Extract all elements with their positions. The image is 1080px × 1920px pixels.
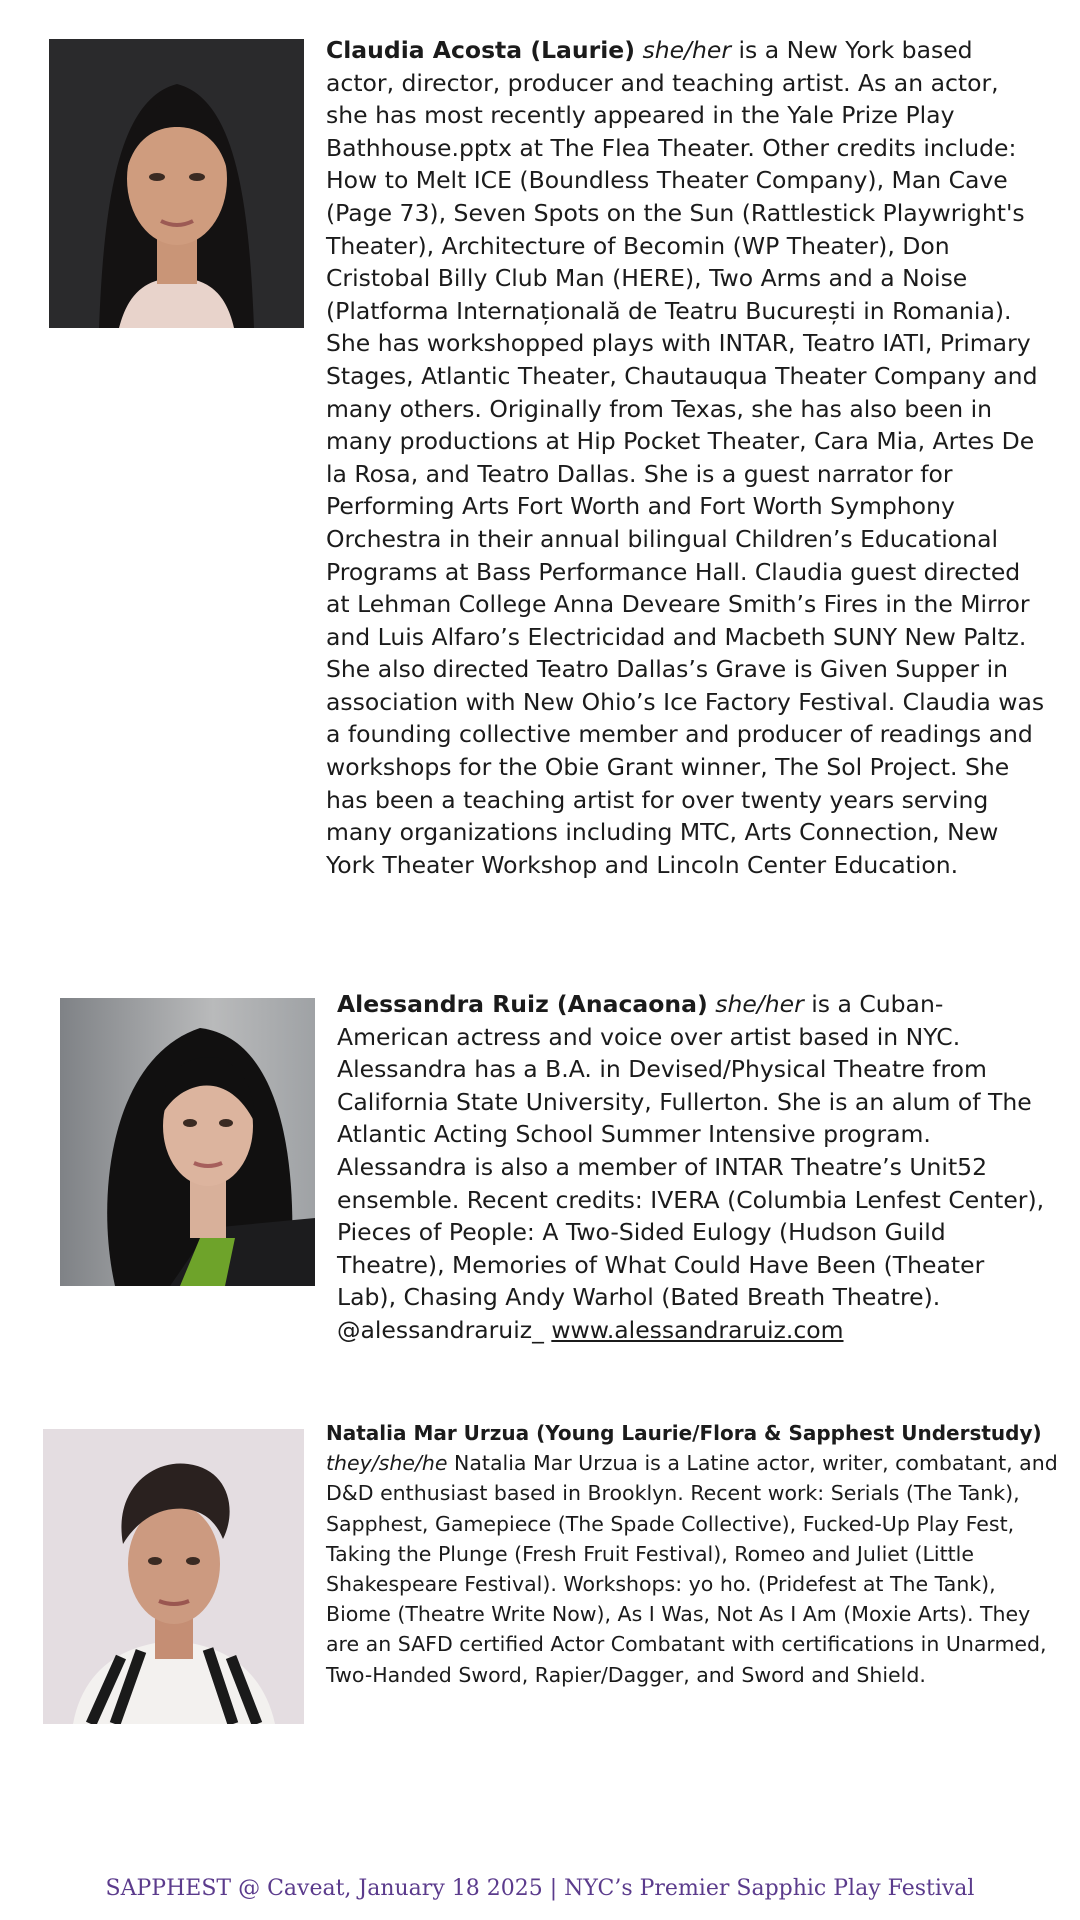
bio-text: is a Cuban-American actress and voice over artist based in NYC. Alessandra has a B.A. in Devised/Physical Theatre from California State University, Fullerton. She is an alum of The Atlantic Acting School Summer Intensive program. Alessandra is also a member of INTAR Theatre’s Unit52 ensemble. Recent credits: IVERA (Columbia Lenfest Center), Pieces of People: A Two-Sided Eulogy (Hudson Guild Theatre), Memories of What Could Have Been (Theater Lab), Chasing Andy Warhol (Bated Breath Theatre). @alessandraruiz_ (337, 990, 1045, 1344)
bio-pronouns: she/her (642, 36, 731, 64)
bio-text: is a New York based actor, director, producer and teaching artist. As an actor, she has most recently appeared in the Yale Prize Play Bathhouse.pptx at The Flea Theater. Other credits include: How to Melt ICE (Boundless Theater Company), Man Cave (Page 73), Seven Spots on the Sun (Rattlestick Playwright's Theater), Architecture of Becomin (WP Theater), Don Cristobal Billy Club Man (HERE), Two Arms and a Noise (Platforma Internațională de Teatru București in Romania). She has workshopped plays with INTAR, Teatro IATI, Primary Stages, Atlantic Theater, Chautauqua Theater Company and many others. Originally from Texas, she has also been in many productions at Hip Pocket Theater, Cara Mia, Artes De la Rosa, and Teatro Dallas. She is a guest narrator for Performing Arts Fort Worth and Fort Worth Symphony Orchestra in their annual bilingual Children’s Educational Programs at Bass Performance Hall. Claudia guest directed at Lehman College Anna Deveare Smith’s Fires in the Mirror and Luis Alfaro’s Electricidad and Macbeth SUNY New Paltz. She also directed Teatro Dallas’s Grave is Given Supper in association with New Ohio’s Ice Factory Festival. Claudia was a founding collective member and producer of readings and workshops for the Obie Grant winner, The Sol Project. She has been a teaching artist for over twenty years serving many organizations including MTC, Arts Connection, New York Theater Workshop and Lincoln Center Education. (326, 36, 1045, 879)
bio-name: Natalia Mar Urzua (Young Laurie/Flora & Sapphest Understudy) (326, 1421, 1042, 1445)
bio-natalia-mar-urzua (326, 1418, 1061, 1690)
page-footer: SAPPHEST @ Caveat, January 18 2025 | NYC’s Premier Sapphic Play Festival (105, 1876, 975, 1901)
bio-pronouns: they/she/he (326, 1451, 448, 1476)
bio-pronouns: she/her (715, 990, 804, 1018)
headshot-claudia-acosta (49, 39, 304, 328)
bio-name: Claudia Acosta (Laurie) (326, 36, 635, 64)
headshot-natalia-mar-urzua (43, 1429, 304, 1724)
bio-name: Alessandra Ruiz (Anacaona) (337, 990, 708, 1018)
website-link[interactable]: www.alessandraruiz.com (551, 1315, 844, 1344)
headshot-alessandra-ruiz (60, 998, 315, 1286)
bio-text: Natalia Mar Urzua is a Latine actor, writer, combatant, and D&D enthusiast based in Brooklyn. Recent work: Serials (The Tank), Sapphest, Gamepiece (The Spade Collective), Fucked-Up Play Fest, Taking the Plunge (Fresh Fruit Festival), Romeo and Juliet (Little Shakespeare Festival). Workshops: yo ho. (Pridefest at The Tank), Biome (Theatre Write Now), As I Was, Not As I Am (Moxie Arts). They are an SAFD certified Actor Combatant with certifications in Unarmed, Two-Handed Sword, Rapier/Dagger, and Sword and Shield. (326, 1451, 1058, 1687)
bio-claudia-acosta (326, 34, 1046, 881)
bio-alessandra-ruiz (337, 988, 1049, 1347)
